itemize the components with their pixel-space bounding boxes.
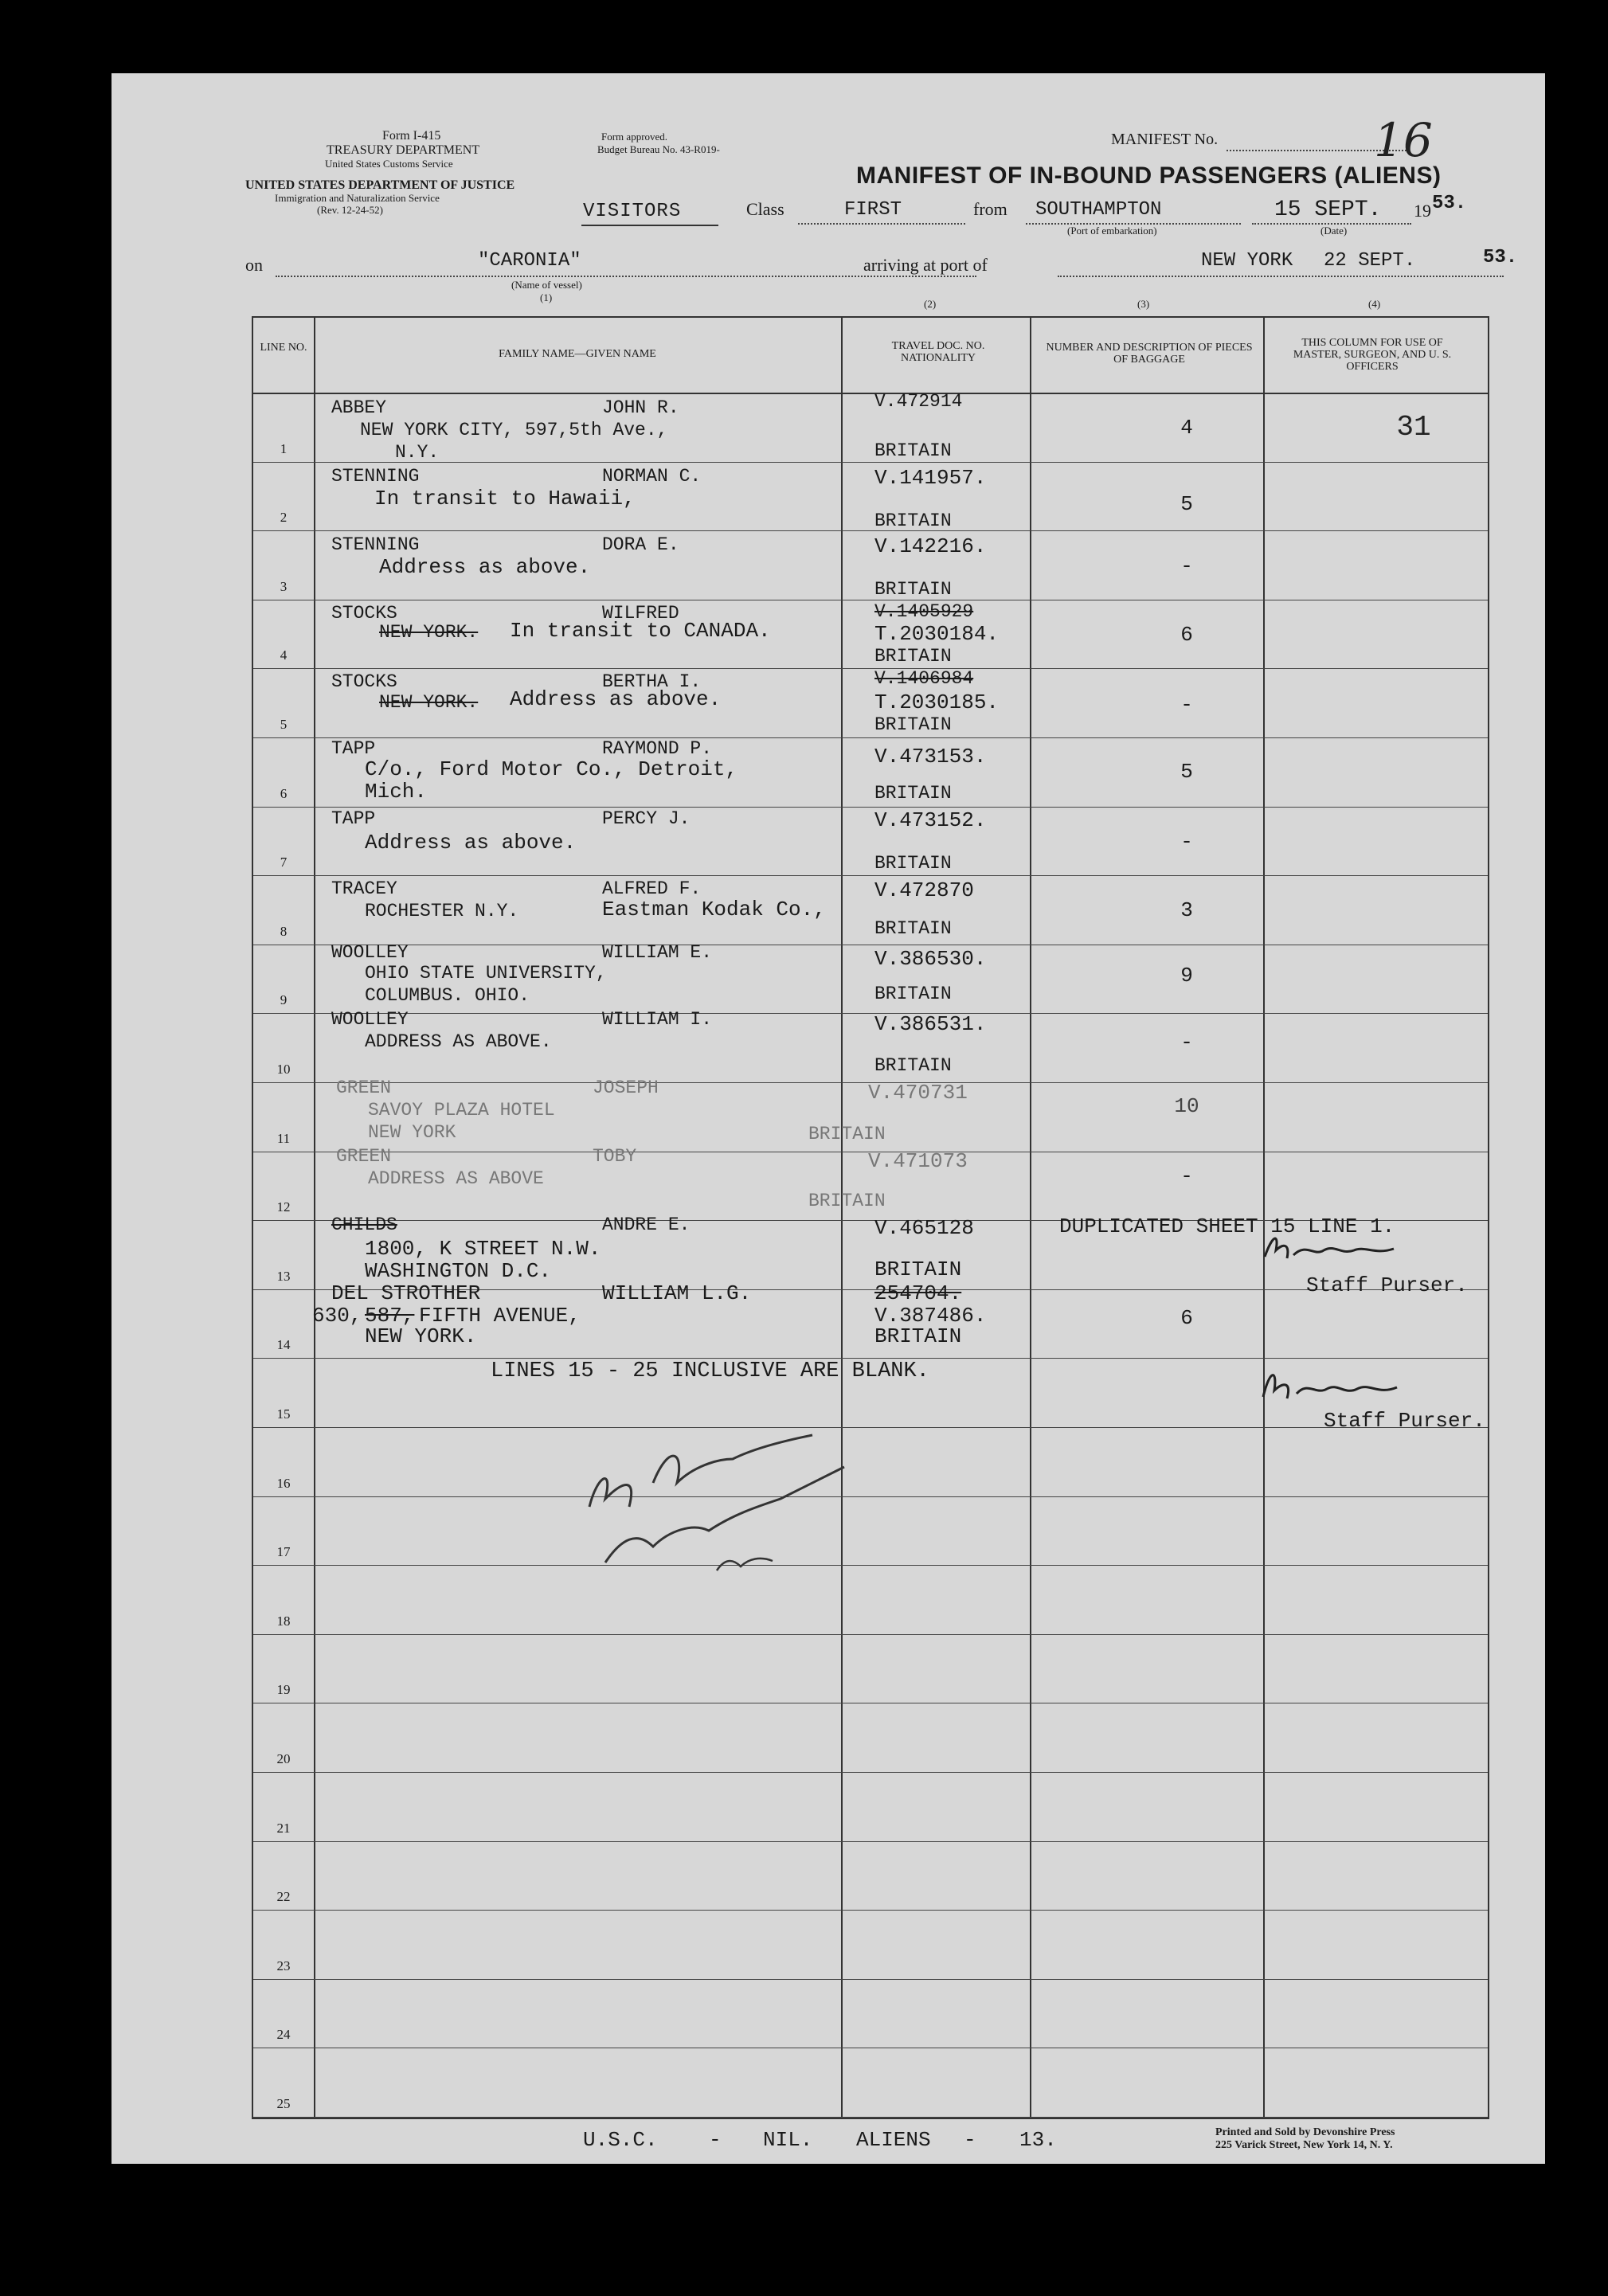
- baggage-count: 6: [1180, 1306, 1193, 1330]
- nationality: BRITAIN: [874, 440, 952, 461]
- row-separator: [253, 2117, 1488, 2118]
- header-name: FAMILY NAME—GIVEN NAME: [499, 348, 656, 360]
- family-name: STOCKS: [331, 603, 397, 624]
- address: COLUMBUS. OHIO.: [365, 985, 530, 1006]
- revision: (Rev. 12-24-52): [317, 204, 383, 216]
- given-name: PERCY J.: [602, 808, 691, 829]
- line-number: 6: [280, 785, 288, 801]
- baggage-count: 6: [1180, 623, 1193, 647]
- address: NEW YORK CITY, 597,5th Ave.,: [360, 420, 668, 440]
- line-number: 10: [276, 1062, 291, 1077]
- column-3-number: (3): [1137, 298, 1150, 310]
- footer-dash: -: [964, 2128, 976, 2152]
- nationality: BRITAIN: [874, 646, 952, 667]
- doj-label: UNITED STATES DEPARTMENT OF JUSTICE: [245, 178, 515, 192]
- family-name: TAPP: [331, 808, 376, 829]
- from-label: from: [973, 199, 1007, 219]
- family-name: WOOLLEY: [331, 942, 409, 963]
- footer-aliens: ALIENS: [856, 2128, 931, 2152]
- staff-purser-label: Staff Purser.: [1324, 1409, 1485, 1433]
- line-number: 25: [276, 2096, 291, 2111]
- baggage-count: -: [1180, 1031, 1193, 1054]
- address: In transit to CANADA.: [510, 619, 771, 643]
- baggage-count: -: [1180, 554, 1193, 578]
- nationality: BRITAIN: [808, 1124, 886, 1144]
- baggage-count: 3: [1180, 898, 1193, 922]
- line-number: 3: [280, 578, 288, 594]
- struck-travel-doc-no: V.1406984: [874, 668, 974, 689]
- line-number: 17: [276, 1544, 291, 1560]
- manifest-no-label: MANIFEST No.: [1111, 131, 1219, 148]
- address: C/o., Ford Motor Co., Detroit,: [365, 757, 738, 781]
- row-separator: [253, 1013, 1488, 1014]
- family-name: STENNING: [331, 534, 420, 555]
- travel-doc-no: T.2030185.: [874, 690, 1000, 714]
- header-line-no: LINE NO.: [260, 342, 307, 354]
- travel-doc-no: V.386531.: [874, 1012, 987, 1036]
- port-embark-caption: (Port of embarkation): [1067, 225, 1157, 237]
- embark-year: 53.: [1432, 193, 1467, 214]
- purser-signature: [1258, 1226, 1402, 1268]
- line-number: 14: [276, 1337, 291, 1353]
- manifest-number: 16: [1374, 113, 1433, 167]
- row-separator: [253, 1427, 1488, 1428]
- line-number: 2: [280, 510, 288, 526]
- travel-doc-no: V.470731: [868, 1081, 968, 1105]
- struck-travel-doc-no: V.1405929: [874, 601, 974, 622]
- row-separator: [253, 807, 1488, 808]
- family-name: TAPP: [331, 738, 376, 759]
- address: Address as above.: [379, 555, 591, 579]
- nationality: BRITAIN: [874, 1258, 962, 1281]
- nationality: BRITAIN: [874, 918, 952, 939]
- address: Address as above.: [365, 831, 577, 855]
- address: ADDRESS AS ABOVE: [368, 1168, 544, 1189]
- vessel-caption: (Name of vessel): [511, 279, 582, 291]
- line-number: 4: [280, 647, 288, 663]
- address: OHIO STATE UNIVERSITY,: [365, 963, 607, 984]
- address-number: 630,: [312, 1304, 362, 1328]
- column-2-number: (2): [924, 298, 937, 310]
- family-name: WOOLLEY: [331, 1009, 409, 1030]
- on-label: on: [245, 255, 263, 275]
- form-approved: Form approved.: [601, 131, 668, 143]
- blank-lines-note: LINES 15 - 25 INCLUSIVE ARE BLANK.: [491, 1359, 929, 1383]
- footer-usc: U.S.C.: [583, 2128, 658, 2152]
- row-separator: [253, 1910, 1488, 1911]
- line-number: 5: [280, 717, 288, 732]
- footer-nil: NIL.: [763, 2128, 813, 2152]
- nationality: BRITAIN: [874, 984, 952, 1004]
- given-name: RAYMOND P.: [602, 738, 713, 759]
- staff-purser-label: Staff Purser.: [1306, 1273, 1468, 1297]
- duplicated-sheet-note: DUPLICATED SHEET 15 LINE 1.: [1059, 1214, 1395, 1238]
- nationality: BRITAIN: [874, 714, 952, 735]
- given-name: ANDRE E.: [602, 1214, 691, 1235]
- nationality: BRITAIN: [874, 1324, 962, 1348]
- footer-dash: -: [709, 2128, 722, 2152]
- line-number: 22: [276, 1889, 291, 1905]
- baggage-count: 9: [1180, 964, 1193, 988]
- line-number: 16: [276, 1475, 291, 1491]
- family-name: CHILDS: [331, 1214, 397, 1235]
- travel-doc-no: V.473153.: [874, 745, 987, 769]
- given-name: TOBY: [593, 1146, 637, 1167]
- travel-doc-no: V.387486.: [874, 1304, 987, 1328]
- nationality: BRITAIN: [808, 1191, 886, 1211]
- family-name: TRACEY: [331, 878, 397, 899]
- row-separator: [253, 1841, 1488, 1842]
- travel-doc-no: V.465128: [874, 1216, 974, 1240]
- address: SAVOY PLAZA HOTEL: [368, 1100, 555, 1121]
- address: Mich.: [365, 780, 428, 804]
- given-name: BERTHA I.: [602, 671, 702, 692]
- row-separator: [253, 875, 1488, 876]
- address: WASHINGTON D.C.: [365, 1259, 552, 1283]
- address: ROCHESTER N.Y.: [365, 901, 519, 921]
- form-number: Form I-415: [382, 129, 441, 143]
- line-number: 21: [276, 1820, 291, 1836]
- address: Address as above.: [510, 687, 722, 711]
- line-number: 7: [280, 855, 288, 870]
- port-of-embarkation: SOUTHAMPTON: [1035, 199, 1162, 221]
- header-baggage: NUMBER AND DESCRIPTION OF PIECES OF BAGGAGE: [1046, 342, 1253, 366]
- family-name: DEL STROTHER: [331, 1281, 481, 1305]
- line-number: 11: [276, 1130, 291, 1146]
- manifest-title: MANIFEST OF IN-BOUND PASSENGERS (ALIENS): [856, 162, 1442, 189]
- class-label: Class: [746, 199, 784, 219]
- line-number: 9: [280, 992, 288, 1008]
- inspector-signature: [573, 1411, 860, 1586]
- address: In transit to Hawaii,: [374, 487, 636, 510]
- line-number: 8: [280, 923, 288, 939]
- column-4-number: (4): [1368, 298, 1381, 310]
- travel-doc-no: V.472914: [874, 391, 963, 412]
- baggage-count: 5: [1180, 492, 1193, 516]
- header-officers: THIS COLUMN FOR USE OF MASTER, SURGEON, AND U. S. OFFICERS: [1293, 337, 1452, 373]
- baggage-count: 5: [1180, 760, 1193, 784]
- row-separator: [253, 1496, 1488, 1497]
- arrival-year: 53.: [1483, 247, 1518, 268]
- ins-label: Immigration and Naturalization Service: [275, 192, 440, 204]
- nationality: BRITAIN: [874, 579, 952, 600]
- baggage-count: 4: [1180, 416, 1193, 440]
- embark-date: 15 SEPT.: [1274, 198, 1382, 222]
- address: NEW YORK: [368, 1122, 456, 1143]
- row-separator: [253, 668, 1488, 669]
- customs-service: United States Customs Service: [325, 158, 453, 170]
- year-prefix: 19: [1414, 201, 1431, 221]
- struck-address: NEW YORK.: [379, 692, 479, 713]
- officer-note: 31: [1396, 411, 1431, 444]
- address: ADDRESS AS ABOVE.: [365, 1031, 552, 1052]
- travel-doc-no: V.142216.: [874, 534, 987, 558]
- family-name: ABBEY: [331, 397, 387, 418]
- header-travel-doc: TRAVEL DOC. NO. NATIONALITY: [891, 340, 985, 364]
- budget-bureau: Budget Bureau No. 43-R019-: [597, 143, 720, 155]
- arrival-date: 22 SEPT.: [1324, 250, 1416, 272]
- given-name: JOSEPH: [593, 1078, 659, 1098]
- arriving-label: arriving at port of: [863, 255, 988, 275]
- baggage-count: 10: [1174, 1094, 1199, 1118]
- address: FIFTH AVENUE,: [419, 1304, 581, 1328]
- given-name: JOHN R.: [602, 397, 679, 418]
- line-number: 23: [276, 1958, 291, 1973]
- printer-line-1: Printed and Sold by Devonshire Press: [1215, 2126, 1395, 2138]
- manifest-sheet: [112, 73, 1545, 2164]
- row-separator: [253, 1979, 1488, 1980]
- visitors-label: VISITORS: [583, 201, 682, 222]
- struck-address-number: 587,: [365, 1304, 415, 1328]
- given-name: WILLIAM E.: [602, 942, 713, 963]
- row-separator: [253, 1772, 1488, 1773]
- travel-doc-no: V.141957.: [874, 466, 987, 490]
- family-name: STENNING: [331, 466, 420, 487]
- treasury-dept: TREASURY DEPARTMENT: [327, 143, 480, 157]
- line-number: 1: [280, 440, 288, 456]
- baggage-count: -: [1180, 693, 1193, 717]
- line-number: 15: [276, 1406, 291, 1422]
- given-name: NORMAN C.: [602, 466, 702, 487]
- nationality: BRITAIN: [874, 510, 952, 531]
- line-number: 12: [276, 1199, 291, 1215]
- line-number: 18: [276, 1613, 291, 1629]
- column-1-number: (1): [540, 291, 553, 303]
- line-number: 20: [276, 1751, 291, 1766]
- address: 1800, K STREET N.W.: [365, 1237, 601, 1261]
- row-separator: [253, 1634, 1488, 1635]
- nationality: BRITAIN: [874, 1055, 952, 1076]
- baggage-count: -: [1180, 1164, 1193, 1188]
- employer: Eastman Kodak Co.,: [602, 898, 826, 921]
- travel-doc-no: V.471073: [868, 1149, 968, 1173]
- given-name: WILFRED: [602, 603, 679, 624]
- header-separator: [253, 393, 1488, 394]
- family-name: GREEN: [336, 1078, 392, 1098]
- travel-doc-no: V.386530.: [874, 947, 987, 971]
- row-separator: [253, 737, 1488, 738]
- struck-address: NEW YORK.: [379, 622, 479, 643]
- given-name: WILLIAM I.: [602, 1009, 713, 1030]
- baggage-count: -: [1180, 830, 1193, 854]
- printer-line-2: 225 Varick Street, New York 14, N. Y.: [1215, 2139, 1393, 2151]
- struck-travel-doc-no: 254704.: [874, 1281, 962, 1305]
- line-number: 19: [276, 1682, 291, 1698]
- arrival-port: NEW YORK: [1201, 250, 1293, 272]
- nationality: BRITAIN: [874, 783, 952, 804]
- purser-signature: [1258, 1363, 1402, 1408]
- travel-doc-no: T.2030184.: [874, 622, 1000, 646]
- travel-doc-no: V.473152.: [874, 808, 987, 832]
- vessel-name: "CARONIA": [478, 250, 581, 272]
- footer-alien-count: 13.: [1019, 2128, 1057, 2152]
- family-name: GREEN: [336, 1146, 392, 1167]
- row-separator: [253, 530, 1488, 531]
- nationality: BRITAIN: [874, 853, 952, 874]
- family-name: STOCKS: [331, 671, 397, 692]
- row-separator: [253, 1565, 1488, 1566]
- line-number: 13: [276, 1268, 291, 1284]
- address: NEW YORK.: [365, 1324, 477, 1348]
- given-name: WILLIAM L.G.: [602, 1281, 752, 1305]
- address: N.Y.: [395, 442, 440, 463]
- given-name: ALFRED F.: [602, 878, 702, 899]
- travel-doc-no: V.472870: [874, 878, 974, 902]
- line-number: 24: [276, 2027, 291, 2043]
- given-name: DORA E.: [602, 534, 679, 555]
- class-value: FIRST: [844, 199, 902, 221]
- date-caption: (Date): [1320, 225, 1348, 237]
